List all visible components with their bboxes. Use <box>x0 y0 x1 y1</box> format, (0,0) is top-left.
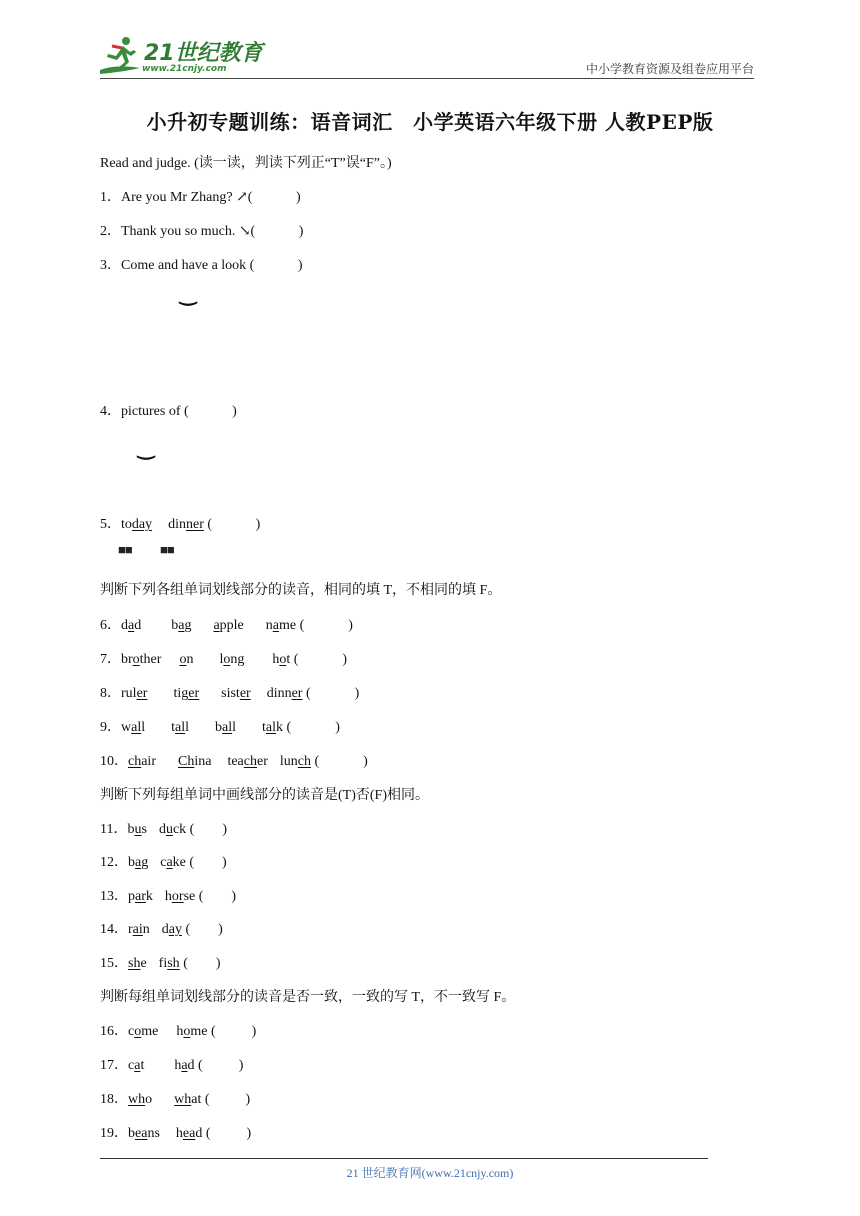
underlined-part: wh <box>174 1092 192 1107</box>
word-part: tig <box>173 686 189 701</box>
word-part: b <box>171 618 179 633</box>
stress-mark-icon: ■■ <box>160 542 174 557</box>
word-part: t <box>262 720 266 735</box>
word-part: ( <box>299 618 305 633</box>
word-part: ( <box>305 686 311 701</box>
logo-text: 21世纪教育 <box>144 41 263 66</box>
question-6 <box>100 614 353 634</box>
underlined-part: ai <box>132 922 143 937</box>
question-9 <box>100 716 340 736</box>
word-part: c <box>160 855 167 870</box>
word-part: l <box>232 720 237 735</box>
word-part: ke <box>172 855 186 870</box>
question-12 <box>100 851 227 871</box>
underlined-part: o <box>134 1024 142 1039</box>
underlined-part: o <box>179 652 187 667</box>
question-8 <box>100 682 359 702</box>
question-number: 16． <box>100 1024 128 1039</box>
word-part: ( <box>198 1058 203 1073</box>
underlined-part: sh <box>128 956 141 971</box>
word-part: t <box>140 1058 145 1073</box>
word-part: ( <box>189 855 195 870</box>
word-part: w <box>121 720 132 735</box>
question-number: 17． <box>100 1058 128 1073</box>
liaison-mark-icon: ‿ <box>180 284 197 306</box>
word-part: ( <box>286 720 292 735</box>
word-part: d <box>187 1058 195 1073</box>
underlined-part: ay <box>168 922 182 937</box>
word-part: h <box>176 1024 184 1039</box>
word-part: at <box>191 1092 202 1107</box>
question-number: 10． <box>100 754 128 769</box>
question-number: 8． <box>100 686 121 701</box>
runner-logo-icon <box>96 34 144 78</box>
word-part: ) <box>231 889 237 904</box>
word-part: n <box>186 652 194 667</box>
word-part: br <box>121 652 133 667</box>
question-1 <box>100 186 301 206</box>
word-part: o <box>145 1092 153 1107</box>
word-part: n <box>142 922 150 937</box>
question-16 <box>100 1020 256 1040</box>
paren-close: ) <box>298 224 304 239</box>
word-part: b <box>128 855 135 870</box>
underlined-part: o <box>279 652 287 667</box>
question-19 <box>100 1122 251 1142</box>
underlined-part: sh <box>167 956 180 971</box>
underlined-part: a <box>134 1058 141 1073</box>
question-3 <box>100 254 303 274</box>
word-part: ) <box>222 855 227 870</box>
question-number: 18． <box>100 1092 128 1107</box>
question-number: 12． <box>100 855 128 870</box>
word-part: tea <box>227 754 244 769</box>
word-part: b <box>127 822 135 837</box>
question-number: 5． <box>100 517 121 532</box>
underlined-part: a <box>128 618 135 633</box>
underlined-part: u <box>165 822 173 837</box>
word-part: d <box>195 1126 203 1141</box>
question-5 <box>100 513 260 533</box>
word-part: ) <box>335 720 340 735</box>
question-text: ( <box>203 517 216 532</box>
underlined-part: or <box>171 889 184 904</box>
word-part: b <box>128 1126 135 1141</box>
word-part: ( <box>210 1024 216 1039</box>
stress-mark-icon: ■■ <box>118 542 132 557</box>
word-part: ) <box>342 652 348 667</box>
question-number: 7． <box>100 652 121 667</box>
underlined-part: u <box>134 822 142 837</box>
underlined-part: a <box>213 618 220 633</box>
word-part: s <box>141 822 147 837</box>
underlined-part: er <box>291 686 303 701</box>
word-part: ( <box>204 1092 210 1107</box>
word-part: lun <box>279 754 298 769</box>
page-title: 小升初专题训练：语音词汇 小学英语六年级下册 人教PEP版 <box>146 110 714 134</box>
underlined-part: al <box>222 720 233 735</box>
header-slogan: 中小学教育资源及组卷应用平台 <box>585 62 754 76</box>
word-part: me <box>278 618 297 633</box>
question-number: 19． <box>100 1126 128 1141</box>
section1-instruction: Read and judge. (读一读，判读下列正“T”误“F”。) <box>100 156 392 171</box>
site-logo <box>96 34 266 78</box>
underlined-part: a <box>135 855 142 870</box>
word-part: rul <box>121 686 137 701</box>
question-4 <box>100 400 237 420</box>
word-part: ina <box>194 754 212 769</box>
question-number: 9． <box>100 720 121 735</box>
underlined-part: ch <box>128 754 142 769</box>
footer-text[interactable]: 21 世纪教育网(www.21cnjy.com) <box>346 1166 514 1180</box>
word-part: k <box>145 889 153 904</box>
word-part: p <box>128 889 135 904</box>
section3-instruction: 判断下列每组单词中画线部分的读音是(T)否(F)相同。 <box>100 788 429 803</box>
underlined-part: day <box>131 517 153 532</box>
word-part: n <box>265 618 273 633</box>
word-part: d <box>158 822 166 837</box>
word-part: din <box>168 517 186 532</box>
underlined-part: ea <box>182 1126 196 1141</box>
question-number: 13． <box>100 889 128 904</box>
word-part: ) <box>218 922 223 937</box>
question-number: 15． <box>100 956 128 971</box>
word-part: h <box>272 652 280 667</box>
word-part: ( <box>205 1126 211 1141</box>
word-part: ) <box>246 1126 252 1141</box>
word-part: e <box>140 956 147 971</box>
question-text: Thank you so much. ↘( <box>121 224 259 239</box>
underlined-part: er <box>239 686 251 701</box>
word-part: ck <box>172 822 187 837</box>
underlined-part: ch <box>297 754 311 769</box>
question-text: pictures of ( <box>121 404 193 419</box>
underlined-part: o <box>183 1024 191 1039</box>
question-number: 2． <box>100 224 121 239</box>
word-part: ( <box>198 889 204 904</box>
word-part: dinn <box>266 686 292 701</box>
question-number: 3． <box>100 258 121 273</box>
question-11 <box>100 818 227 838</box>
word-part: r <box>128 922 133 937</box>
word-part: d <box>134 618 142 633</box>
word-part: l <box>219 652 224 667</box>
word-part: ) <box>348 618 353 633</box>
paren-close: ) <box>295 190 301 205</box>
word-part: ns <box>147 1126 160 1141</box>
word-part: c <box>128 1024 135 1039</box>
underlined-part: Ch <box>177 754 195 769</box>
underlined-part: ar <box>135 889 146 904</box>
word-part: g <box>141 855 149 870</box>
paren-close: ) <box>297 258 303 273</box>
underlined-part: ea <box>135 1126 148 1141</box>
question-number: 6． <box>100 618 121 633</box>
paren-close: ) <box>232 404 237 419</box>
question-2 <box>100 220 303 240</box>
word-part: me <box>141 1024 159 1039</box>
word-part: g <box>184 618 192 633</box>
word-part: se <box>183 889 196 904</box>
underlined-part: a <box>272 618 279 633</box>
word-part: ( <box>183 956 188 971</box>
logo-url: www.21cnjy.com <box>142 64 227 74</box>
underlined-part: o <box>132 652 140 667</box>
word-part: pple <box>219 618 244 633</box>
word-part: l <box>185 720 190 735</box>
underlined-part: al <box>265 720 277 735</box>
question-15 <box>100 952 221 972</box>
paren-close: ) <box>255 517 261 532</box>
underlined-part: o <box>223 652 231 667</box>
footer-divider <box>100 1158 708 1159</box>
question-17 <box>100 1054 243 1074</box>
word-part: ( <box>185 922 191 937</box>
word-part: to <box>121 517 132 532</box>
section4-instruction: 判断每组单词划线部分的读音是否一致，一致的写 T，不一致写 F。 <box>100 990 516 1005</box>
question-10 <box>100 750 368 770</box>
underlined-part: ner <box>186 517 204 532</box>
underlined-part: a <box>181 1058 188 1073</box>
underlined-part: al <box>131 720 142 735</box>
word-part: ng <box>230 652 245 667</box>
word-part: ther <box>139 652 162 667</box>
underlined-part: er <box>188 686 200 701</box>
header-divider <box>100 78 754 79</box>
word-part: h <box>164 889 172 904</box>
word-part: d <box>161 922 169 937</box>
word-part: ) <box>238 1058 244 1073</box>
word-part: t <box>171 720 176 735</box>
question-number: 11． <box>100 822 128 837</box>
word-part: k <box>276 720 284 735</box>
question-7 <box>100 648 347 668</box>
question-text: Are you Mr Zhang? ↗( <box>121 190 256 205</box>
word-part: h <box>175 1126 183 1141</box>
underlined-part: ch <box>243 754 257 769</box>
underlined-part: a <box>178 618 185 633</box>
word-part: ( <box>189 822 195 837</box>
liaison-mark-icon: ‿ <box>138 438 155 460</box>
question-18 <box>100 1088 250 1108</box>
question-14 <box>100 918 223 938</box>
word-part: me <box>190 1024 208 1039</box>
word-part: er <box>256 754 268 769</box>
word-part: d <box>121 618 128 633</box>
question-text: Come and have a look ( <box>121 258 258 273</box>
word-part: ) <box>215 956 221 971</box>
underlined-part: er <box>136 686 148 701</box>
word-part: ( <box>314 754 320 769</box>
word-part: sist <box>221 686 240 701</box>
underlined-part: a <box>166 855 173 870</box>
word-part: ) <box>251 1024 257 1039</box>
word-part: ) <box>354 686 360 701</box>
word-part: b <box>215 720 223 735</box>
word-part: ) <box>245 1092 251 1107</box>
word-part: l <box>141 720 146 735</box>
section2-instruction: 判断下列各组单词划线部分的读音，相同的填 T，不相同的填 F。 <box>100 583 502 598</box>
word-part: c <box>128 1058 135 1073</box>
word-part: ( <box>293 652 299 667</box>
question-number: 4． <box>100 404 121 419</box>
underlined-part: wh <box>128 1092 146 1107</box>
question-number: 14． <box>100 922 128 937</box>
question-number: 1． <box>100 190 121 205</box>
word-part: h <box>174 1058 182 1073</box>
word-part: air <box>141 754 156 769</box>
word-part: fi <box>158 956 168 971</box>
word-part: t <box>286 652 291 667</box>
question-13 <box>100 885 236 905</box>
underlined-part: al <box>175 720 186 735</box>
word-part: ) <box>222 822 227 837</box>
word-part: ) <box>363 754 368 769</box>
